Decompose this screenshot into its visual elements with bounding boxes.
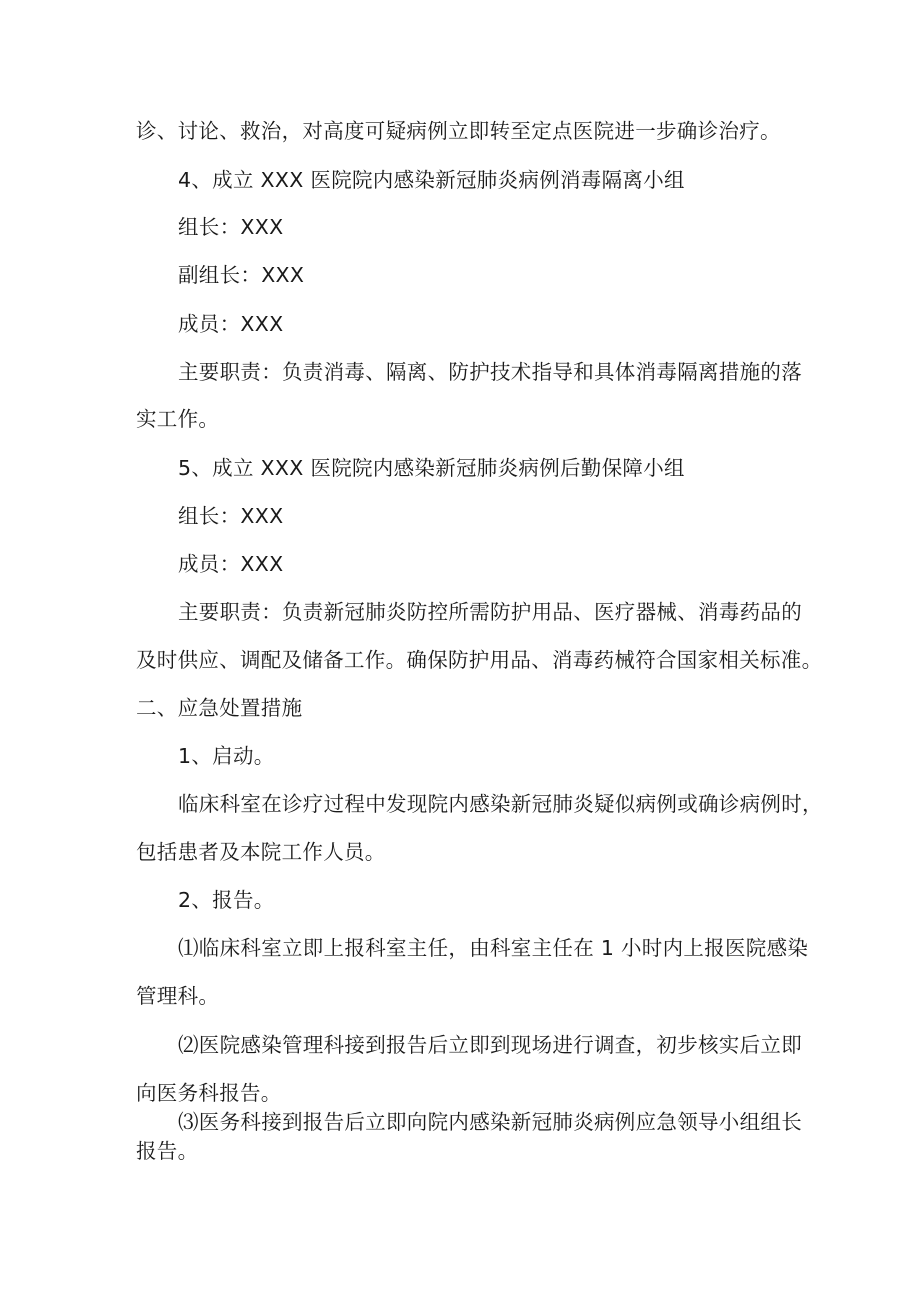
list-item-2: ⑵医院感染管理科接到报告后立即到现场进行调查，初步核实后立即: [178, 1033, 802, 1057]
group-leader-line: 组长：XXX: [178, 504, 284, 528]
list-item-1: ⑴临床科室立即上报科室主任，由科室主任在 1 小时内上报医院感染: [178, 936, 809, 960]
members-line: 成员：XXX: [178, 312, 284, 336]
group-leader-line: 组长：XXX: [178, 215, 284, 239]
section-heading-5: 5、成立 XXX 医院院内感染新冠肺炎病例后勤保障小组: [178, 456, 685, 480]
section-heading-4: 4、成立 XXX 医院院内感染新冠肺炎病例消毒隔离小组: [178, 168, 685, 192]
list-item-2-cont: 向医务科报告。: [136, 1081, 282, 1105]
responsibility-line: 主要职责：负责消毒、隔离、防护技术指导和具体消毒隔离措施的落: [178, 360, 802, 384]
list-item-1-cont: 管理科。: [136, 984, 220, 1008]
step-heading-2: 2、报告。: [178, 888, 275, 912]
chapter-heading-2: 二、应急处置措施: [136, 696, 303, 720]
paragraph-line: 临床科室在诊疗过程中发现院内感染新冠肺炎疑似病例或确诊病例时，: [178, 792, 823, 816]
list-item-3-cont: 报告。: [136, 1139, 199, 1163]
text-line-continuation: 诊、讨论、救治，对高度可疑病例立即转至定点医院进一步确诊治疗。: [136, 119, 781, 143]
responsibility-line-cont: 及时供应、调配及储备工作。确保防护用品、消毒药械符合国家相关标准。: [136, 648, 823, 672]
step-heading-1: 1、启动。: [178, 744, 275, 768]
responsibility-line: 主要职责：负责新冠肺炎防控所需防护用品、医疗器械、消毒药品的: [178, 600, 802, 624]
deputy-leader-line: 副组长：XXX: [178, 263, 305, 287]
paragraph-line-cont: 包括患者及本院工作人员。: [136, 840, 386, 864]
members-line: 成员：XXX: [178, 552, 284, 576]
responsibility-line-cont: 实工作。: [136, 407, 220, 431]
list-item-3: ⑶医务科接到报告后立即向院内感染新冠肺炎病例应急领导小组组长: [178, 1110, 802, 1134]
